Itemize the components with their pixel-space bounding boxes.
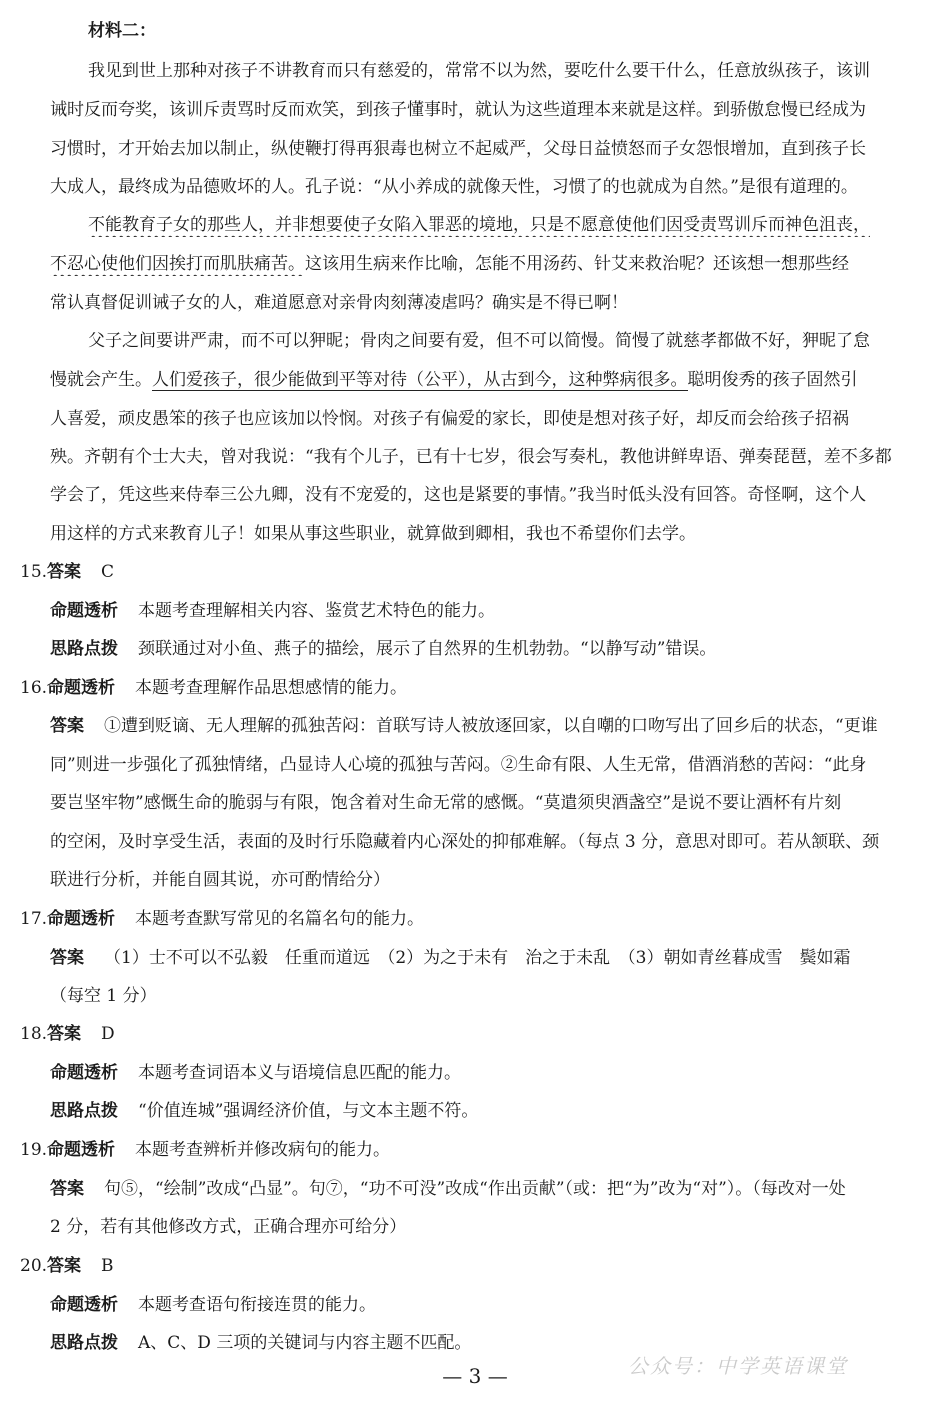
- q16-answer-line: 联进行分析，并能自圆其说，亦可酌情给分）: [50, 870, 390, 890]
- question-15: 15.答案 C: [20, 562, 115, 582]
- q18-analysis: 命题透析 本题考查词语本义与语境信息匹配的能力。: [50, 1063, 461, 1083]
- paragraph-line: 我见到世上那种对孩子不讲教育而只有慈爱的，常常不以为然，要吃什么要干什么，任意放纵孩子，该训: [88, 61, 870, 81]
- page-number: — 3 —: [442, 1364, 508, 1388]
- q18-hint: 思路点拨 “价值连城”强调经济价值，与文本主题不符。: [50, 1101, 479, 1121]
- underlined-sentence: 人们爱孩子，很少能做到平等对待（公平），从古到今，这种弊病很多。: [152, 370, 688, 390]
- wavy-underlined-sentence: 不忍心使他们因挨打而肌肤痛苦。: [50, 254, 305, 274]
- q16-answer-line: 要岂坚牢物”感慨生命的脆弱与有限，饱含着对生命无常的感慨。“莫遣须臾酒盏空”是说不要让酒杯有片刻: [50, 793, 842, 813]
- q19-answer: 答案 句⑤，“绘制”改成“凸显”。句⑦，“功不可没”改成“作出贡献”（或：把“为”改为“对”）。（每改对一处: [50, 1179, 846, 1199]
- paragraph-line: 用这样的方式来教育儿子！如果从事这些职业，就算做到卿相，我也不希望你们去学。: [50, 524, 696, 544]
- paragraph-line: 人喜爱，顽皮愚笨的孩子也应该加以怜悯。对孩子有偏爱的家长，即使是想对孩子好，却反而会给孩子招祸: [50, 409, 849, 429]
- paragraph-line: 常认真督促训诫子女的人，难道愿意对亲骨肉刻薄凌虐吗？确实是不得已啊！: [50, 293, 628, 313]
- question-18: 18.答案 D: [20, 1024, 115, 1044]
- q17-answer: 答案 （1）士不可以不弘毅 任重而道远 （2）为之于未有 治之于未乱 （3）朝如青丝暮成雪 鬓如霜: [50, 948, 851, 968]
- wavy-underlined-sentence: 不能教育子女的那些人，并非想要使子女陷入罪恶的境地，只是不愿意使他们因受责骂训斥而神色沮丧，: [88, 215, 870, 235]
- material-title: 材料二：: [88, 21, 156, 41]
- q17-answer-line: （每空 1 分）: [50, 986, 157, 1006]
- q16-answer-line: 的空闲，及时享受生活，表面的及时行乐隐藏着内心深处的抑郁难解。（每点 3 分，意思对即可。若从颔联、颈: [50, 832, 880, 852]
- paragraph-line: 习惯时，才开始去加以制止，纵使鞭打得再狠毒也树立不起威严，父母日益愤怒而子女怨恨增加，直到孩子长: [50, 139, 866, 159]
- paragraph-line: 殃。齐朝有个士大夫，曾对我说：“我有个儿子，已有十七岁，很会写奏札，教他讲鲜卑语、弹奏琵琶，差不多都: [50, 447, 892, 467]
- question-17: 17.命题透析 本题考查默写常见的名篇名句的能力。: [20, 909, 425, 929]
- paragraph-line: 大成人，最终成为品德败坏的人。孔子说：“从小养成的就像天性，习惯了的也就成为自然。”是很有道理的。: [50, 177, 858, 197]
- q15-analysis: 命题透析 本题考查理解相关内容、鉴赏艺术特色的能力。: [50, 601, 495, 621]
- q16-answer-line: 同”则进一步强化了孤独情绪，凸显诗人心境的孤独与苦闷。②生命有限、人生无常，借酒消愁的苦闷：“此身: [50, 755, 867, 775]
- paragraph-line: [88, 213, 930, 237]
- paragraph-line: 不忍心使他们因挨打而肌肤痛苦。这该用生病来作比喻，怎能不用汤药、针艾来救治呢？还该想一想那些经: [50, 254, 849, 274]
- watermark: 公众号：中学英语课堂: [628, 1354, 848, 1378]
- q20-analysis: 命题透析 本题考查语句衔接连贯的能力。: [50, 1295, 376, 1315]
- q15-hint: 思路点拨 颈联通过对小鱼、燕子的描绘，展示了自然界的生机勃勃。“以静写动”错误。: [50, 639, 717, 659]
- q19-answer-line: 2 分，若有其他修改方式，正确合理亦可给分）: [50, 1217, 407, 1237]
- paragraph-line: 慢就会产生。人们爱孩子，很少能做到平等对待（公平），从古到今，这种弊病很多。聪明俊秀的孩子固然引: [50, 370, 858, 390]
- question-16: 16.命题透析 本题考查理解作品思想感情的能力。: [20, 678, 408, 698]
- paragraph-line: 学会了，凭这些来侍奉三公九卿，没有不宠爱的，这也是紧要的事情。”我当时低头没有回答。奇怪啊，这个人: [50, 485, 867, 505]
- paragraph-line: 父子之间要讲严肃，而不可以狎昵；骨肉之间要有爱，但不可以简慢。简慢了就慈孝都做不好，狎昵了怠: [88, 331, 870, 351]
- question-19: 19.命题透析 本题考查辨析并修改病句的能力。: [20, 1140, 391, 1160]
- question-20: 20.答案 B: [20, 1256, 114, 1276]
- q20-hint: 思路点拨 A、C、D 三项的关键词与内容主题不匹配。: [50, 1333, 472, 1353]
- paragraph-line: 诫时反而夸奖，该训斥责骂时反而欢笑，到孩子懂事时，就认为这些道理本来就是这样。到骄傲怠慢已经成为: [50, 100, 866, 120]
- q16-answer: 答案 ①遭到贬谪、无人理解的孤独苦闷：首联写诗人被放逐回家，以自嘲的口吻写出了回乡后的状态，“更谁: [50, 716, 878, 736]
